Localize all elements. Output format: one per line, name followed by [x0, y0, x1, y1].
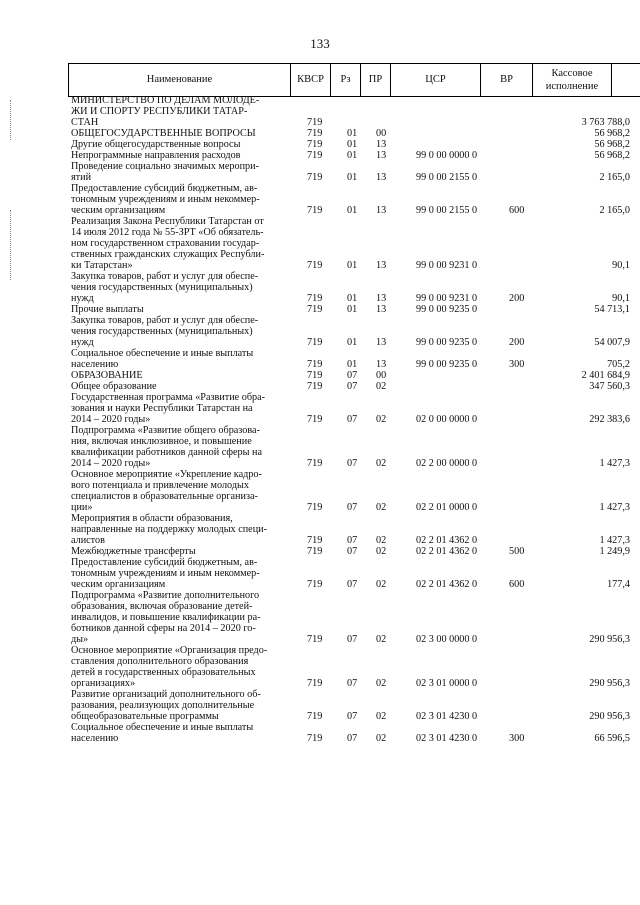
cell-pr: 13 [376, 172, 387, 183]
cell-pr: 13 [376, 304, 387, 315]
cell-pr: 02 [376, 502, 387, 513]
cell-amount: 290 956,3 [589, 634, 630, 645]
row-name-line: 2014 – 2020 годы» [71, 414, 151, 425]
cell-kvsr: 719 [307, 293, 323, 304]
cell-kvsr: 719 [307, 535, 323, 546]
cell-pr: 13 [376, 260, 387, 271]
table-row [0, 645, 640, 689]
row-name [71, 95, 287, 128]
cell-vr: 300 [509, 359, 525, 370]
row-name-line: нужд [71, 293, 94, 304]
row-name-line: зования и науки Республики Татарстан на [71, 403, 253, 414]
table-row [0, 513, 640, 546]
row-name-line: Другие общегосударственные вопросы [71, 139, 241, 150]
row-name [71, 513, 287, 546]
row-name-line: детей в государственных образовательных [71, 667, 256, 678]
header-rz: Рз [330, 64, 360, 96]
table-row [0, 139, 640, 150]
row-name-line: МИНИСТЕРСТВО ПО ДЕЛАМ МОЛОДЕ- [71, 95, 260, 106]
cell-amount: 2 165,0 [599, 205, 630, 216]
cell-pr: 13 [376, 205, 387, 216]
row-name-line: организациях» [71, 678, 136, 689]
cell-csr: 02 2 01 4362 0 [416, 579, 478, 590]
row-name [71, 590, 287, 645]
cell-rz: 01 [347, 150, 358, 161]
cell-rz: 07 [347, 733, 358, 744]
cell-csr: 02 3 01 4230 0 [416, 733, 478, 744]
row-name-line: ческим организациям [71, 205, 166, 216]
table-body [0, 95, 640, 744]
table-row [0, 381, 640, 392]
header-pr: ПР [360, 64, 390, 96]
cell-pr: 00 [376, 128, 387, 139]
table-row [0, 557, 640, 590]
table-row [0, 392, 640, 425]
row-name-line: Проведение социально значимых меропри- [71, 161, 259, 172]
cell-rz: 01 [347, 304, 358, 315]
cell-rz: 07 [347, 381, 358, 392]
row-name-line: Подпрограмма «Развитие общего образова- [71, 425, 260, 436]
cell-pr: 13 [376, 337, 387, 348]
cell-vr: 600 [509, 205, 525, 216]
row-name-line: Закупка товаров, работ и услуг для обеспе- [71, 315, 259, 326]
cell-amount: 290 956,3 [589, 711, 630, 722]
cell-csr: 02 2 00 0000 0 [416, 458, 478, 469]
row-name-line: вого потенциала и привлечение молодых [71, 480, 249, 491]
cell-csr: 99 0 00 2155 0 [416, 205, 478, 216]
cell-rz: 07 [347, 535, 358, 546]
table-header [68, 63, 640, 97]
row-name-line: ОБЩЕГОСУДАРСТВЕННЫЕ ВОПРОСЫ [71, 128, 256, 139]
row-name-line: ды» [71, 634, 89, 645]
table-row [0, 304, 640, 315]
cell-rz: 01 [347, 172, 358, 183]
row-name [71, 546, 287, 557]
table-row [0, 271, 640, 304]
cell-rz: 07 [347, 634, 358, 645]
cell-kvsr: 719 [307, 205, 323, 216]
page-number: 133 [310, 36, 330, 51]
cell-kvsr: 719 [307, 304, 323, 315]
row-name [71, 315, 287, 348]
row-name-line: Социальное обеспечение и иные выплаты [71, 722, 254, 733]
table-row [0, 348, 640, 370]
cell-kvsr: 719 [307, 359, 323, 370]
cell-rz: 07 [347, 546, 358, 557]
row-name [71, 392, 287, 425]
table-row [0, 216, 640, 271]
row-name-line: Предоставление субсидий бюджетным, ав- [71, 183, 258, 194]
header-vr: ВР [480, 64, 532, 96]
cell-kvsr: 719 [307, 260, 323, 271]
row-name-line: ном государственном страховании государ- [71, 238, 260, 249]
cell-amount: 56 968,2 [594, 150, 630, 161]
cell-kvsr: 719 [307, 370, 323, 381]
cell-csr: 99 0 00 9231 0 [416, 293, 478, 304]
cell-pr: 02 [376, 381, 387, 392]
row-name-line: Общее образование [71, 381, 157, 392]
cell-kvsr: 719 [307, 337, 323, 348]
row-name-line: Предоставление субсидий бюджетным, ав- [71, 557, 258, 568]
row-name-line: направленные на поддержку молодых специ- [71, 524, 267, 535]
row-name-line: Подпрограмма «Развитие дополнительного [71, 590, 260, 601]
cell-csr: 99 0 00 9235 0 [416, 337, 478, 348]
row-name [71, 557, 287, 590]
cell-kvsr: 719 [307, 678, 323, 689]
header-csr: ЦСР [390, 64, 480, 96]
row-name [71, 216, 287, 271]
row-name-line: ятий [71, 172, 92, 183]
cell-amount: 54 007,9 [594, 337, 630, 348]
row-name-line: чения государственных (муниципальных) [71, 326, 253, 337]
row-name-line: Социальное обеспечение и иные выплаты [71, 348, 254, 359]
cell-pr: 02 [376, 733, 387, 744]
cell-amount: 56 968,2 [594, 139, 630, 150]
row-name-line: 14 июля 2012 года № 55-ЗРТ «Об обязатель- [71, 227, 264, 238]
cell-amount: 2 165,0 [599, 172, 630, 183]
cell-kvsr: 719 [307, 733, 323, 744]
table-row [0, 161, 640, 183]
cell-vr: 600 [509, 579, 525, 590]
row-name-line: ботников данной сферы на 2014 – 2020 го- [71, 623, 256, 634]
cell-csr: 02 0 00 0000 0 [416, 414, 478, 425]
cell-pr: 02 [376, 414, 387, 425]
row-name-line: населению [71, 359, 119, 370]
cell-kvsr: 719 [307, 634, 323, 645]
table-row [0, 95, 640, 128]
cell-rz: 07 [347, 678, 358, 689]
row-name-line: нужд [71, 337, 94, 348]
cell-amount: 292 383,6 [589, 414, 630, 425]
cell-amount: 1 249,9 [599, 546, 630, 557]
row-name-line: образования, включая образование детей- [71, 601, 253, 612]
cell-kvsr: 719 [307, 117, 323, 128]
row-name [71, 689, 287, 722]
row-name-line: Основное мероприятие «Организация предо- [71, 645, 268, 656]
cell-kvsr: 719 [307, 139, 323, 150]
cell-amount: 3 763 788,0 [581, 117, 630, 128]
row-name [71, 381, 287, 392]
cell-csr: 99 0 00 9235 0 [416, 304, 478, 315]
row-name [71, 348, 287, 370]
row-name-line: Непрограммные направления расходов [71, 150, 241, 161]
row-name [71, 469, 287, 513]
table-row [0, 425, 640, 469]
cell-rz: 07 [347, 502, 358, 513]
row-name-line: квалификации работников данной сферы на [71, 447, 262, 458]
cell-amount: 177,4 [607, 579, 630, 590]
cell-csr: 02 2 01 0000 0 [416, 502, 478, 513]
row-name [71, 425, 287, 469]
row-name-line: тономным учреждениям и иным некоммер- [71, 194, 260, 205]
cell-kvsr: 719 [307, 458, 323, 469]
row-name-line: ния, включая инклюзивное, и повышение [71, 436, 252, 447]
cell-pr: 13 [376, 139, 387, 150]
row-name-line: Основное мероприятие «Укрепление кадро- [71, 469, 262, 480]
header-name: Наименование [68, 64, 290, 96]
cell-vr: 300 [509, 733, 525, 744]
cell-pr: 02 [376, 634, 387, 645]
row-name-line: Закупка товаров, работ и услуг для обеспе- [71, 271, 259, 282]
row-name [71, 139, 287, 150]
cell-rz: 01 [347, 337, 358, 348]
table-row [0, 689, 640, 722]
table-row [0, 128, 640, 139]
row-name-line: тономным учреждениям и иным некоммер- [71, 568, 260, 579]
cell-csr: 02 2 01 4362 0 [416, 546, 478, 557]
cell-csr: 99 0 00 9235 0 [416, 359, 478, 370]
cell-kvsr: 719 [307, 711, 323, 722]
table-row [0, 150, 640, 161]
cell-csr: 02 2 01 4362 0 [416, 535, 478, 546]
cell-csr: 99 0 00 9231 0 [416, 260, 478, 271]
cell-pr: 13 [376, 359, 387, 370]
cell-rz: 07 [347, 579, 358, 590]
table-row [0, 590, 640, 645]
table-row [0, 469, 640, 513]
cell-vr: 500 [509, 546, 525, 557]
cell-pr: 02 [376, 678, 387, 689]
cell-rz: 07 [347, 370, 358, 381]
cell-amount: 347 560,3 [589, 381, 630, 392]
row-name-line: 2014 – 2020 годы» [71, 458, 151, 469]
cell-pr: 02 [376, 711, 387, 722]
table-row [0, 546, 640, 557]
row-name-line: ческим организациям [71, 579, 166, 590]
row-name-line: ки Татарстан» [71, 260, 133, 271]
cell-amount: 56 968,2 [594, 128, 630, 139]
cell-rz: 07 [347, 414, 358, 425]
row-name-line: населению [71, 733, 119, 744]
cell-pr: 02 [376, 458, 387, 469]
cell-kvsr: 719 [307, 546, 323, 557]
row-name [71, 722, 287, 744]
row-name-line: Прочие выплаты [71, 304, 144, 315]
cell-pr: 13 [376, 293, 387, 304]
row-name-line: СТАН [71, 117, 99, 128]
cell-kvsr: 719 [307, 128, 323, 139]
row-name-line: Межбюджетные трансферты [71, 546, 196, 557]
row-name-line: специалистов в образовательные организа- [71, 491, 258, 502]
cell-amount: 2 401 684,9 [581, 370, 630, 381]
cell-amount: 90,1 [612, 260, 630, 271]
table-row [0, 183, 640, 216]
cell-vr: 200 [509, 293, 525, 304]
cell-csr: 02 3 01 0000 0 [416, 678, 478, 689]
row-name-line: ции» [71, 502, 93, 513]
cell-amount: 90,1 [612, 293, 630, 304]
row-name-line: Мероприятия в области образования, [71, 513, 233, 524]
cell-amount: 705,2 [607, 359, 630, 370]
cell-rz: 07 [347, 458, 358, 469]
cell-csr: 02 3 01 4230 0 [416, 711, 478, 722]
table-row [0, 370, 640, 381]
cell-kvsr: 719 [307, 502, 323, 513]
header-kvsr: КВСР [290, 64, 330, 96]
cell-amount: 54 713,1 [594, 304, 630, 315]
row-name [71, 304, 287, 315]
row-name-line: Государственная программа «Развитие обра- [71, 392, 266, 403]
cell-rz: 07 [347, 711, 358, 722]
cell-vr: 200 [509, 337, 525, 348]
cell-csr: 02 3 00 0000 0 [416, 634, 478, 645]
cell-pr: 02 [376, 546, 387, 557]
cell-rz: 01 [347, 293, 358, 304]
cell-kvsr: 719 [307, 579, 323, 590]
cell-rz: 01 [347, 139, 358, 150]
row-name-line: чения государственных (муниципальных) [71, 282, 253, 293]
row-name-line: ственных гражданских служащих Республи- [71, 249, 265, 260]
row-name-line: ЖИ И СПОРТУ РЕСПУБЛИКИ ТАТАР- [71, 106, 248, 117]
row-name-line: ставления дополнительного образования [71, 656, 249, 667]
row-name-line: алистов [71, 535, 105, 546]
cell-pr: 00 [376, 370, 387, 381]
cell-csr: 99 0 00 2155 0 [416, 172, 478, 183]
row-name [71, 150, 287, 161]
row-name-line: Реализация Закона Республики Татарстан от [71, 216, 264, 227]
cell-amount: 1 427,3 [599, 535, 630, 546]
cell-amount: 66 596,5 [594, 733, 630, 744]
cell-amount: 290 956,3 [589, 678, 630, 689]
cell-pr: 02 [376, 535, 387, 546]
row-name [71, 183, 287, 216]
row-name [71, 370, 287, 381]
table-row [0, 315, 640, 348]
cell-rz: 01 [347, 260, 358, 271]
row-name-line: общеобразовательные программы [71, 711, 219, 722]
cell-rz: 01 [347, 359, 358, 370]
cell-pr: 13 [376, 150, 387, 161]
row-name-line: разования, реализующих дополнительные [71, 700, 255, 711]
cell-kvsr: 719 [307, 381, 323, 392]
row-name [71, 645, 287, 689]
cell-rz: 01 [347, 205, 358, 216]
table-row [0, 722, 640, 744]
cell-amount: 1 427,3 [599, 458, 630, 469]
cell-pr: 02 [376, 579, 387, 590]
cell-rz: 01 [347, 128, 358, 139]
row-name-line: Развитие организаций дополнительного об- [71, 689, 261, 700]
row-name-line: ОБРАЗОВАНИЕ [71, 370, 143, 381]
cell-kvsr: 719 [307, 172, 323, 183]
row-name [71, 161, 287, 183]
row-name-line: инвалидов, и повышение квалификации ра- [71, 612, 261, 623]
cell-amount: 1 427,3 [599, 502, 630, 513]
row-name [71, 128, 287, 139]
cell-kvsr: 719 [307, 414, 323, 425]
cell-csr: 99 0 00 0000 0 [416, 150, 478, 161]
row-name [71, 271, 287, 304]
cell-kvsr: 719 [307, 150, 323, 161]
header-amount: Кассовое исполнение [532, 64, 612, 96]
